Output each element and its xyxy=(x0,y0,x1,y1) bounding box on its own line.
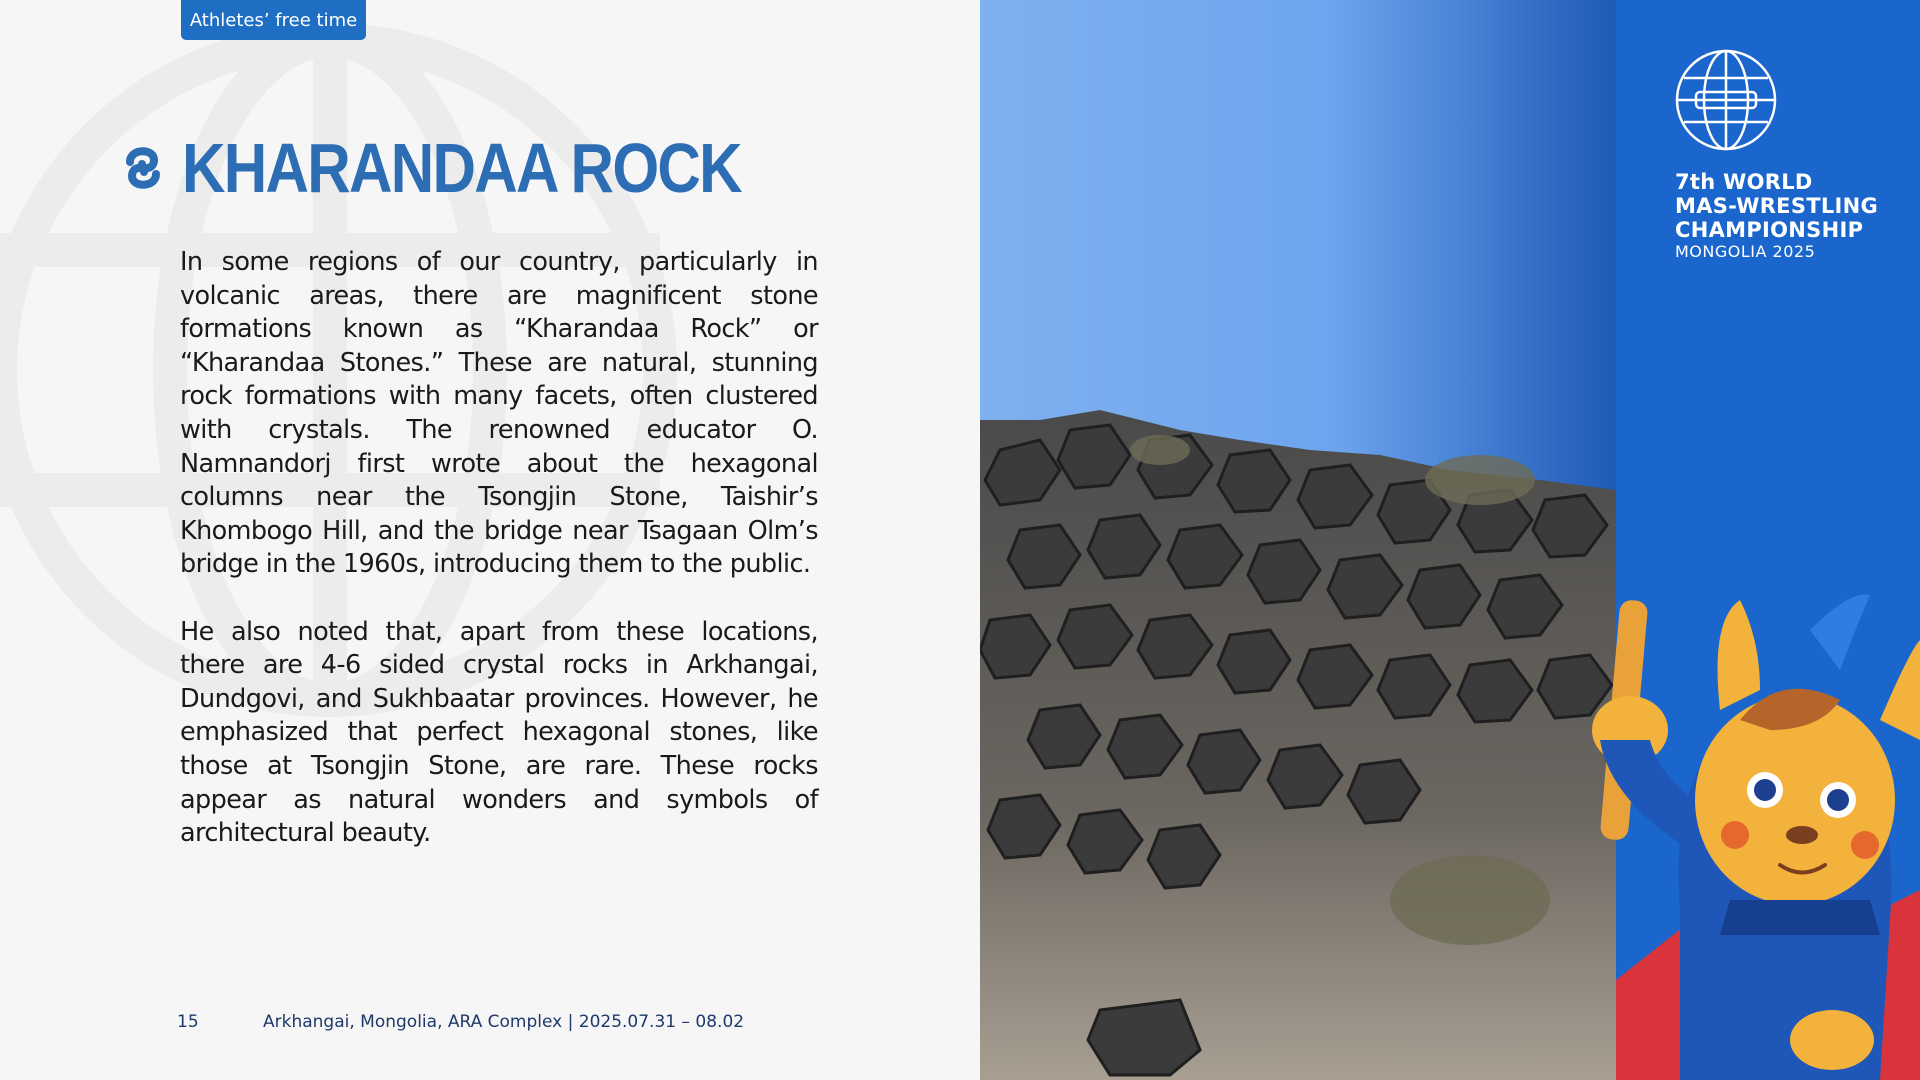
section-tag: Athletes’ free time xyxy=(181,0,366,40)
title-row xyxy=(120,128,832,208)
paragraph-2: He also noted that, apart from these locations, there are 4-6 sided crystal rocks in Arkhangai, Dundgovi, and Sukhbaatar provinces. However, he emphasized that perfect hexagonal stones, like those at Tsongjin Stone, are rare. These rocks appear as natural wonders and symbols of architectural beauty. xyxy=(180,616,818,849)
page-number: 15 xyxy=(177,1012,199,1032)
rock-photo xyxy=(980,0,1616,1080)
brand-line-4: MONGOLIA 2025 xyxy=(1675,242,1816,261)
page-title: KHARANDAA ROCK xyxy=(182,129,741,207)
rock-photo-illustration xyxy=(980,0,1616,1080)
brand-line-2: MAS-WRESTLING xyxy=(1675,194,1879,218)
swirl-icon xyxy=(120,140,166,196)
globe-emblem-icon xyxy=(1674,48,1778,152)
mascot-illustration xyxy=(1570,590,1920,1080)
paragraph-1: In some regions of our country, particularly in volcanic areas, there are magnificent stone formations known as “Kharandaa Rock” or “Kharandaa Stones.” These are natural, stunning rock formations with many facets, often clustered with crystals. The renowned educator O. Namnandorj first wrote about the hexagonal columns near the Tsongjin Stone, Taishir’s Khombogo Hill, and the bridge near Tsagaan Olm’s bridge in the 1960s, introducing them to the public. xyxy=(180,247,818,580)
championship-brand xyxy=(1675,170,1878,262)
body-text xyxy=(180,246,818,884)
brand-line-3: CHAMPIONSHIP xyxy=(1675,218,1864,242)
footer-info: Arkhangai, Mongolia, ARA Complex | 2025.07.31 – 08.02 xyxy=(263,1012,745,1032)
brand-line-1: 7th WORLD xyxy=(1675,170,1813,194)
